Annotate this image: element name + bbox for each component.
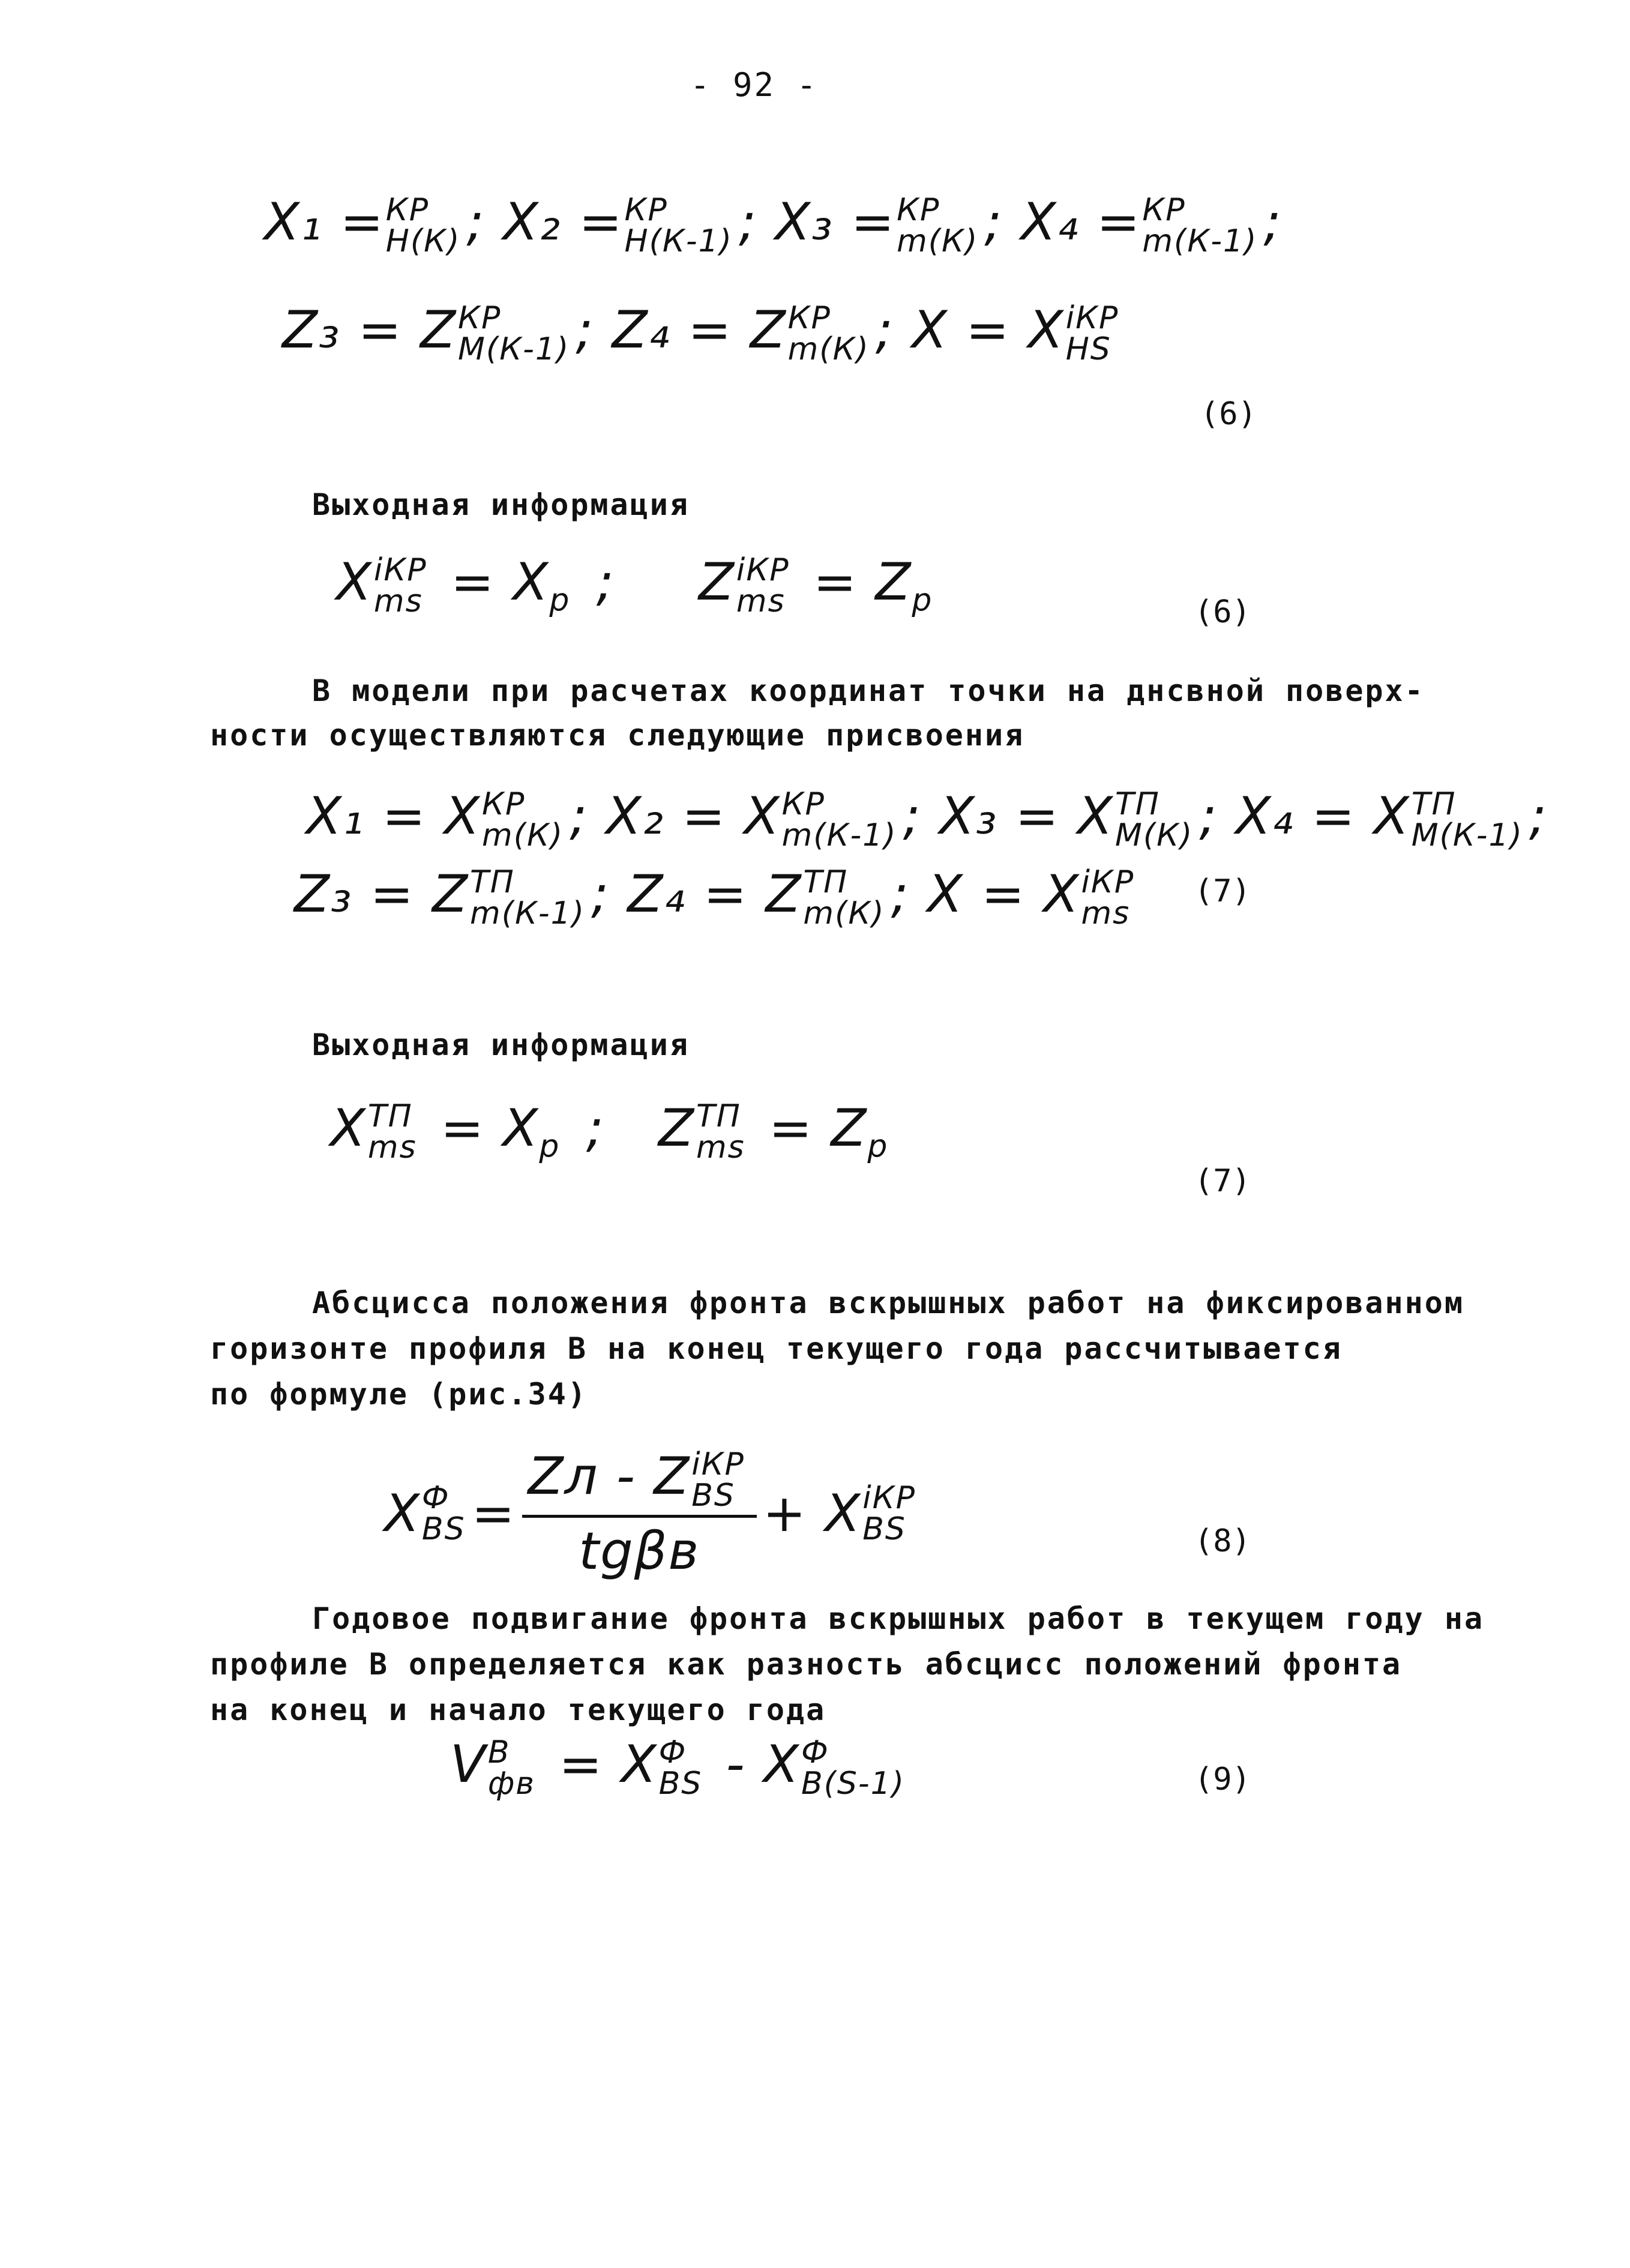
paragraph-abscissa-line3: по формуле (рис.34) — [210, 1377, 588, 1412]
equation-6b: X iКР ms = $X_р$ ; Z iКР ms = $Z_р$ — [336, 552, 933, 619]
equation-number-8: (8) — [1194, 1523, 1251, 1559]
paragraph-abscissa-line2: горизонте профиля В на конец текущего года рассчитывается — [210, 1331, 1343, 1366]
equation-number-6a: (6) — [1200, 396, 1257, 432]
equation-number-7a: (7) — [1194, 873, 1251, 909]
paragraph-output-info-1: Выходная информация — [312, 487, 690, 522]
equation-number-9: (9) — [1194, 1761, 1251, 1797]
equation-8-fraction: Zл - Z iКР BS tgβв — [522, 1446, 757, 1581]
equation-6a-line2: Z₃ = Z КР M(К-1) ; Z₄ = Z КР m(К) ; X = X iКР HS — [282, 299, 1119, 367]
paragraph-model-line2: ности осуществляются следующие присвоения — [210, 718, 1025, 753]
equation-8: X Ф BS = Zл - Z iКР BS tgβв + X iКР BS — [384, 1446, 916, 1581]
paragraph-model-line1: В модели при расчетах координат точки на днсвной поверх- — [312, 673, 1425, 708]
paragraph-abscissa-line1: Абсцисса положения фронта вскрышных работ на фиксированном — [312, 1286, 1464, 1320]
page-number: - 92 - — [690, 66, 819, 104]
paragraph-output-info-2: Выходная информация — [312, 1027, 690, 1062]
equation-number-6b: (6) — [1194, 594, 1251, 630]
equation-6a-line1: X₁ = КР Н(К) ; X₂ = КР Н(К-1) ; X₃ = КР m(К) ; X₄ = КР m(К-1) ; — [264, 191, 1283, 259]
paragraph-annual-advance-line3: на конец и начало текущего года — [210, 1692, 826, 1727]
equation-9: V В фв = X Ф BS - X Ф B(S-1) — [450, 1734, 906, 1802]
paragraph-annual-advance-line1: Годовое подвигание фронта вскрышных работ в текущем году на — [312, 1601, 1485, 1636]
equation-7b: X ТП ms = $X_р$ ; Z ТП ms = $Z_р$ — [330, 1098, 889, 1166]
equation-7a-line2: Z₃ = Z ТП m(К-1) ; Z₄ = Z ТП m(К) ; X = X iКР ms — [294, 864, 1135, 931]
paragraph-annual-advance-line2: профиле В определяется как разность абсцисс положений фронта — [210, 1647, 1403, 1682]
equation-7a-line1: X₁ = X КР m(К) ; X₂ = X КР m(К-1) ; X₃ = X ТП M(К) ; X₄ = X ТП M(К-1) ; — [306, 786, 1548, 853]
equation-number-7b: (7) — [1194, 1163, 1251, 1199]
